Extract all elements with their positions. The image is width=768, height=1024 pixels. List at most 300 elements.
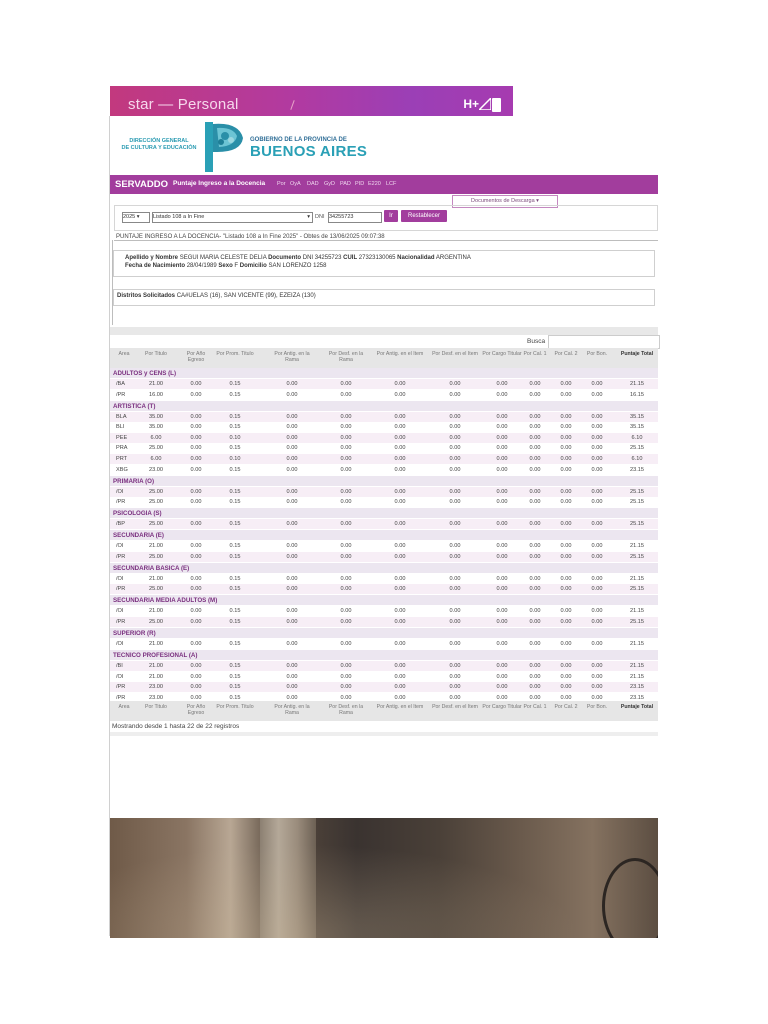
cell-value: 0.00: [394, 641, 406, 647]
cell-total: 21.15: [630, 608, 644, 615]
cell-value: 0.00: [286, 499, 298, 506]
cell-value: 0.00: [394, 684, 406, 691]
cell-value: 0.00: [340, 673, 352, 680]
cell-value: 0.00: [190, 543, 202, 550]
cell-value: 0.00: [496, 413, 508, 420]
districts-value: CA#UELAS (16), SAN VICENTE (99), EZEIZA (130): [176, 293, 316, 299]
download-documents-button[interactable]: Documentos de Descarga ▾: [452, 195, 558, 208]
cell-value: 0.00: [394, 608, 406, 615]
cell-value: 0.00: [394, 575, 406, 582]
cell-value: 0.00: [394, 521, 406, 528]
cell-value: 0.00: [591, 608, 603, 615]
table-row: [110, 487, 658, 497]
cell-value: 0.00: [340, 641, 352, 647]
nav-link-oya[interactable]: OyA: [290, 181, 301, 187]
cell-value: 0.00: [591, 381, 603, 387]
cell-value: 0.15: [229, 381, 241, 387]
cell-value: 0.00: [286, 586, 298, 593]
cell-value: 23.00: [149, 466, 163, 473]
cell-value: 0.10: [229, 434, 241, 441]
cell-value: 25.00: [149, 553, 163, 560]
column-header[interactable]: Por Antig. en la Rama: [274, 351, 310, 363]
table-row: [110, 519, 658, 529]
cell-value: 0.00: [529, 586, 541, 593]
year-value: 2025: [123, 214, 136, 220]
network-indicator: H+: [463, 97, 479, 111]
cell-code: XBG: [116, 466, 128, 473]
column-header[interactable]: Por Antig. en la Rama: [274, 704, 310, 716]
cell-value: 0.00: [449, 586, 461, 593]
cell-value: 25.00: [149, 619, 163, 625]
cell-value: 0.00: [449, 521, 461, 528]
doc-value: DNI 34255723: [302, 255, 342, 261]
cell-total: 21.15: [630, 575, 644, 582]
cell-value: 0.00: [190, 673, 202, 680]
cell-value: 0.00: [529, 424, 541, 431]
dgce-line2: DE CULTURA Y EDUCACIÓN: [121, 145, 197, 151]
cell-value: 0.00: [449, 381, 461, 387]
table-toolbar-band: [110, 327, 658, 335]
cell-total: 21.15: [630, 543, 644, 550]
cell-value: 0.00: [190, 391, 202, 398]
brand-logo[interactable]: SERVADDO: [115, 179, 168, 190]
cell-value: 0.00: [394, 673, 406, 680]
tab-title[interactable]: star — Personal: [128, 96, 239, 113]
cell-value: 0.00: [449, 499, 461, 506]
gov-label: GOBIERNO DE LA PROVINCIA DE: [250, 137, 347, 143]
area-name: SECUNDARIA (E): [113, 532, 164, 540]
cell-value: 0.00: [591, 641, 603, 647]
cell-value: 0.00: [449, 673, 461, 680]
cell-value: 21.00: [149, 608, 163, 615]
cell-value: 0.00: [529, 456, 541, 462]
search-input[interactable]: [548, 335, 660, 349]
cell-total: 21.15: [630, 663, 644, 669]
cell-value: 0.00: [340, 586, 352, 593]
cell-total: 6.10: [631, 434, 643, 441]
cell-value: 0.00: [394, 553, 406, 560]
cell-value: 0.00: [449, 694, 461, 701]
address-value: SAN LORENZO 1258: [268, 263, 327, 269]
cell-value: 0.00: [449, 456, 461, 462]
cell-code: /PR: [116, 391, 126, 398]
cell-value: 0.00: [449, 445, 461, 452]
cell-value: 0.00: [591, 391, 603, 398]
cell-value: 0.00: [340, 466, 352, 473]
cell-total: 6.10: [631, 456, 643, 462]
area-group-row: [110, 508, 658, 518]
cell-value: 0.00: [560, 456, 572, 462]
cell-value: 0.15: [229, 424, 241, 431]
cell-value: 0.00: [340, 499, 352, 506]
column-header[interactable]: Puntaje Total: [620, 704, 654, 710]
area-name: TECNICO PROFESIONAL (A): [113, 652, 198, 659]
cell-value: 0.00: [560, 381, 572, 387]
cell-value: 0.00: [449, 608, 461, 615]
cell-value: 0.00: [286, 381, 298, 387]
cell-value: 0.00: [449, 684, 461, 691]
cell-code: PEE: [116, 434, 128, 441]
cell-value: 35.00: [149, 424, 163, 431]
column-header[interactable]: Por Cal. 2: [554, 704, 578, 710]
cell-value: 0.00: [286, 663, 298, 669]
cell-total: 23.15: [630, 684, 644, 691]
cell-value: 0.00: [394, 466, 406, 473]
cell-value: 0.00: [394, 445, 406, 452]
cell-code: /BP: [116, 521, 126, 528]
cell-value: 0.00: [560, 391, 572, 398]
person-info-line1: [125, 255, 471, 261]
nav-subtitle[interactable]: Puntaje Ingreso a la Docencia: [173, 180, 266, 187]
address-label: Domicilio: [239, 263, 267, 269]
reset-button[interactable]: Restablecer: [401, 210, 447, 222]
cell-value: 0.15: [229, 619, 241, 625]
cell-value: 0.00: [529, 488, 541, 495]
table-row: [110, 465, 658, 475]
cell-value: 0.00: [449, 466, 461, 473]
cell-value: 0.00: [529, 684, 541, 691]
cell-code: /OI: [116, 673, 124, 680]
cell-value: 0.00: [394, 391, 406, 398]
cell-code: PRT: [116, 456, 128, 462]
battery-icon: [492, 98, 501, 112]
cell-value: 0.00: [529, 466, 541, 473]
table-bottom-band: [110, 732, 658, 736]
column-header[interactable]: Por Prom. Titulo: [216, 351, 254, 357]
cell-value: 0.15: [229, 694, 241, 701]
cell-value: 0.00: [449, 575, 461, 582]
cell-value: 0.00: [286, 673, 298, 680]
column-header[interactable]: Por Desf. en la Rama: [328, 704, 364, 716]
dni-label: DNI: [315, 214, 325, 220]
cell-value: 0.00: [286, 521, 298, 528]
table-row: [110, 639, 658, 649]
photo-shade: [110, 818, 658, 938]
cell-value: 0.00: [496, 456, 508, 462]
column-header[interactable]: Por Cargo Titular: [482, 704, 522, 710]
cell-value: 0.00: [449, 424, 461, 431]
column-header[interactable]: Por Desf. en la Rama: [328, 351, 364, 363]
cell-value: 0.00: [286, 434, 298, 441]
cell-total: 35.15: [630, 413, 644, 420]
birth-value: 28/04/1989: [186, 263, 217, 269]
cell-value: 0.00: [529, 608, 541, 615]
cell-value: 0.00: [449, 663, 461, 669]
cell-value: 0.00: [529, 413, 541, 420]
cell-value: 0.00: [190, 488, 202, 495]
cell-value: 0.00: [496, 553, 508, 560]
birth-label: Fecha de Nacimiento: [125, 263, 186, 269]
cell-value: 0.00: [286, 575, 298, 582]
records-info: Mostrando desde 1 hasta 22 de 22 registros: [112, 723, 240, 730]
cell-total: 25.15: [630, 553, 644, 560]
cell-value: 0.00: [286, 413, 298, 420]
cell-value: 0.00: [340, 391, 352, 398]
column-header[interactable]: Por Año Egreso: [186, 704, 206, 716]
cell-value: 0.00: [560, 488, 572, 495]
cell-value: 0.15: [229, 641, 241, 647]
cell-value: 0.00: [591, 553, 603, 560]
cell-value: 0.00: [529, 445, 541, 452]
cell-value: 0.00: [190, 424, 202, 431]
cell-value: 0.00: [340, 684, 352, 691]
cell-value: 0.00: [286, 488, 298, 495]
cell-value: 0.00: [560, 424, 572, 431]
column-header[interactable]: Por Bon.: [586, 351, 608, 357]
cell-code: PRA: [116, 445, 128, 452]
go-button[interactable]: Ir: [384, 210, 398, 222]
signal-icon: [479, 98, 491, 110]
cell-value: 0.00: [496, 608, 508, 615]
cell-value: 0.00: [560, 413, 572, 420]
cell-value: 0.00: [496, 663, 508, 669]
cell-value: 0.15: [229, 684, 241, 691]
cell-total: 25.15: [630, 619, 644, 625]
cell-value: 0.00: [496, 521, 508, 528]
cell-value: 0.00: [591, 586, 603, 593]
cell-value: 0.00: [529, 694, 541, 701]
cell-value: 0.00: [394, 663, 406, 669]
cell-value: 0.00: [496, 673, 508, 680]
cell-value: 0.00: [286, 619, 298, 625]
column-header[interactable]: Por Año Egreso: [186, 351, 206, 363]
cell-value: 0.00: [190, 694, 202, 701]
column-header[interactable]: Por Cal. 2: [554, 351, 578, 357]
cell-value: 0.00: [560, 521, 572, 528]
cell-value: 0.00: [529, 673, 541, 680]
cell-value: 0.00: [496, 424, 508, 431]
cell-value: 0.00: [190, 456, 202, 462]
cell-value: 0.00: [340, 619, 352, 625]
column-header[interactable]: Area: [118, 351, 130, 357]
cell-value: 0.00: [340, 694, 352, 701]
nav-link-e220[interactable]: E220: [368, 181, 381, 187]
nav-link-por[interactable]: Por: [277, 181, 286, 187]
cell-value: 0.00: [560, 543, 572, 550]
table-row: [110, 552, 658, 562]
column-header[interactable]: Area: [118, 704, 130, 710]
cell-value: 23.00: [149, 684, 163, 691]
cell-value: 0.00: [496, 543, 508, 550]
cuil-value: 27323130065: [358, 255, 396, 261]
area-name: PSICOLOGIA (S): [113, 510, 162, 518]
cell-code: /OI: [116, 641, 124, 647]
cell-value: 0.00: [340, 424, 352, 431]
cell-value: 0.00: [340, 553, 352, 560]
cell-value: 0.00: [449, 434, 461, 441]
cell-total: 25.15: [630, 488, 644, 495]
column-header[interactable]: Por Titulo: [145, 351, 167, 357]
cell-value: 0.00: [496, 381, 508, 387]
table-row: [110, 606, 658, 616]
cell-value: 0.00: [340, 456, 352, 462]
cell-value: 0.00: [394, 619, 406, 625]
table-row: [110, 584, 658, 594]
cell-value: 0.00: [190, 521, 202, 528]
cell-value: 0.00: [529, 499, 541, 506]
cell-value: 0.00: [449, 391, 461, 398]
table-row: [110, 390, 658, 400]
cell-code: BLA: [116, 413, 127, 420]
cell-value: 0.15: [229, 673, 241, 680]
name-label: Apellido y Nombre: [125, 255, 179, 261]
cell-value: 0.00: [591, 521, 603, 528]
cell-value: 0.10: [229, 456, 241, 462]
table-row: [110, 672, 658, 682]
cell-code: /OI: [116, 543, 124, 550]
cell-value: 0.00: [560, 663, 572, 669]
cell-value: 0.00: [529, 543, 541, 550]
cell-value: 0.00: [449, 543, 461, 550]
area-group-row: [110, 650, 658, 660]
cell-value: 0.00: [340, 488, 352, 495]
cell-value: 0.15: [229, 413, 241, 420]
cell-value: 0.00: [449, 619, 461, 625]
listado-select[interactable]: [152, 212, 313, 223]
nav-link-lcf[interactable]: LCF: [386, 181, 397, 187]
cell-value: 0.00: [529, 641, 541, 647]
cell-value: 0.00: [591, 413, 603, 420]
column-header[interactable]: Puntaje Total: [620, 351, 654, 357]
doc-label: Documento: [268, 255, 302, 261]
area-name: ARTISTICA (T): [113, 402, 156, 410]
cell-value: 0.00: [591, 543, 603, 550]
nav-link-gyd[interactable]: GyD: [324, 181, 335, 187]
area-group-row: [110, 628, 658, 638]
cell-total: 23.15: [630, 694, 644, 701]
cell-value: 0.00: [560, 673, 572, 680]
cell-value: 0.00: [394, 499, 406, 506]
area-name: SUPERIOR (R): [113, 630, 156, 637]
sex-label: Sexo: [218, 263, 233, 269]
cell-value: 0.00: [286, 456, 298, 462]
year-select[interactable]: 2025 ▾: [122, 212, 150, 223]
chevron-down-icon: ▾: [307, 214, 310, 220]
nav-link-pad[interactable]: PAD: [340, 181, 351, 187]
cell-value: 0.00: [449, 413, 461, 420]
column-header[interactable]: Por Cal. 1: [523, 704, 547, 710]
nav-link-pid[interactable]: PID: [355, 181, 365, 187]
cell-value: 0.00: [394, 543, 406, 550]
cell-value: 0.00: [394, 694, 406, 701]
table-row: [110, 412, 658, 422]
column-header[interactable]: Por Cal. 1: [523, 351, 547, 357]
cell-total: 21.15: [630, 641, 644, 647]
cell-value: 0.00: [591, 488, 603, 495]
nav-bar: [110, 175, 658, 194]
cell-value: 0.00: [560, 575, 572, 582]
cell-value: 0.15: [229, 663, 241, 669]
cell-value: 16.00: [149, 391, 163, 398]
cell-value: 0.00: [190, 553, 202, 560]
cell-value: 0.15: [229, 575, 241, 582]
sex-value: F: [234, 263, 239, 269]
column-header[interactable]: Por Antig. en el Item: [376, 704, 424, 710]
nav-link-dad[interactable]: DAD: [307, 181, 319, 187]
cell-total: 25.15: [630, 521, 644, 528]
cell-value: 0.00: [340, 608, 352, 615]
cell-code: /PR: [116, 499, 126, 506]
cell-code: /PR: [116, 694, 126, 701]
cell-value: 0.15: [229, 391, 241, 398]
cell-value: 0.00: [591, 499, 603, 506]
cell-value: 0.00: [190, 434, 202, 441]
cell-value: 0.00: [560, 499, 572, 506]
cell-total: 25.15: [630, 586, 644, 593]
cell-value: 25.00: [149, 499, 163, 506]
cell-value: 0.00: [529, 575, 541, 582]
cell-value: 25.00: [149, 521, 163, 528]
cell-value: 0.00: [529, 553, 541, 560]
area-name: SECUNDARIA BASICA (E): [113, 564, 190, 572]
cell-value: 0.15: [229, 586, 241, 593]
cell-value: 0.00: [286, 553, 298, 560]
table-row: [110, 422, 658, 432]
cell-value: 0.00: [394, 381, 406, 387]
area-group-row: [110, 368, 658, 378]
cell-value: 0.00: [340, 575, 352, 582]
area-group-row: [110, 476, 658, 486]
cell-value: 0.00: [496, 488, 508, 495]
cell-value: 0.00: [190, 575, 202, 582]
cell-value: 0.15: [229, 521, 241, 528]
cell-value: 0.00: [286, 543, 298, 550]
table-row: [110, 574, 658, 584]
area-group-row: [110, 595, 658, 605]
fieldset-border: [114, 240, 658, 241]
cell-total: 16.15: [630, 391, 644, 398]
cell-value: 0.00: [286, 466, 298, 473]
column-header[interactable]: Por Desf. en el Item: [432, 351, 478, 357]
cell-value: 0.00: [286, 684, 298, 691]
cell-value: 0.00: [560, 619, 572, 625]
cell-total: 23.15: [630, 466, 644, 473]
dni-input[interactable]: 34255723: [328, 212, 382, 223]
cell-value: 0.00: [496, 694, 508, 701]
cell-value: 0.00: [190, 466, 202, 473]
column-header[interactable]: Por Cargo Titular: [482, 351, 522, 357]
cell-code: /BI: [116, 663, 123, 669]
column-header[interactable]: Por Prom. Titulo: [216, 704, 254, 710]
column-header[interactable]: Por Antig. en el Item: [376, 351, 424, 357]
cell-total: 21.15: [630, 673, 644, 680]
cell-value: 0.00: [560, 608, 572, 615]
cell-value: 0.00: [591, 673, 603, 680]
column-header[interactable]: Por Titulo: [145, 704, 167, 710]
cell-value: 6.00: [150, 434, 162, 441]
cell-total: 21.15: [630, 381, 644, 387]
table-row: [110, 497, 658, 507]
cell-value: 0.00: [190, 381, 202, 387]
cell-value: 0.00: [190, 619, 202, 625]
cell-total: 35.15: [630, 424, 644, 431]
cell-value: 0.00: [591, 684, 603, 691]
cell-value: 21.00: [149, 663, 163, 669]
person-info-line2: [125, 263, 326, 269]
column-header[interactable]: Por Bon.: [586, 704, 608, 710]
column-header[interactable]: Por Desf. en el Item: [432, 704, 478, 710]
nationality-value: ARGENTINA: [435, 255, 471, 261]
cell-value: 0.00: [190, 413, 202, 420]
table-row: [110, 454, 658, 464]
cell-value: 0.00: [591, 434, 603, 441]
area-name: SECUNDARIA MEDIA ADULTOS (M): [113, 597, 218, 605]
cell-value: 0.00: [496, 684, 508, 691]
table-row: [110, 379, 658, 389]
cell-value: 0.15: [229, 608, 241, 615]
cell-value: 0.00: [190, 445, 202, 452]
cell-total: 25.15: [630, 499, 644, 506]
